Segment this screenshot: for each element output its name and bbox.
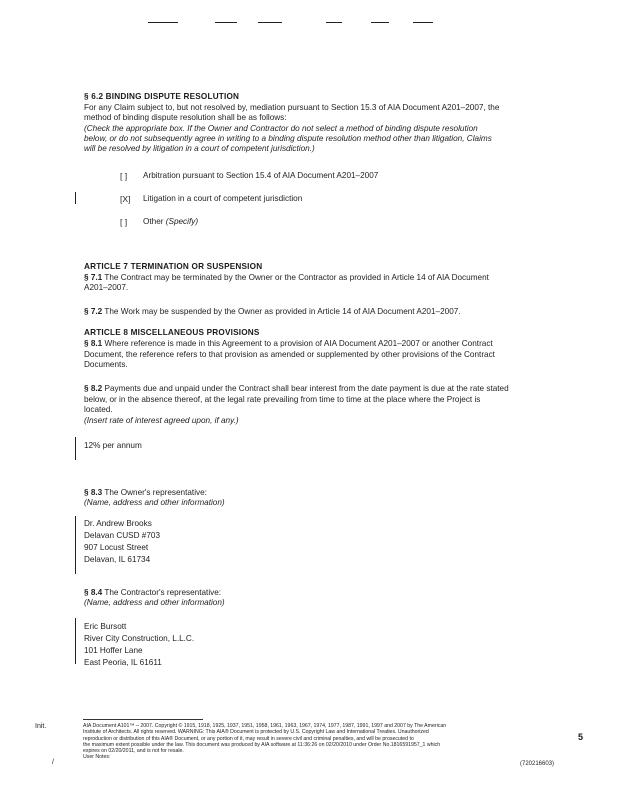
section-number: § 8.4 xyxy=(84,588,103,597)
checkbox-litigation[interactable]: [X] xyxy=(120,194,131,204)
paragraph-text: Payments due and unpaid under the Contract shall bear interest from the date payment is due at the rate stated xyxy=(104,384,509,393)
paragraph-line: below, or in the absence thereof, at the legal rate prevailing from time to time at the place where the Project is xyxy=(84,395,481,404)
checkbox-other[interactable]: [ ] xyxy=(120,217,128,227)
instruction-line: (Insert rate of interest agreed upon, if any.) xyxy=(84,416,239,425)
footer-rule xyxy=(83,719,203,720)
paragraph-8-2 xyxy=(84,384,509,394)
copyright-line: expires on 02/20/2011, and is not for resale. xyxy=(83,748,184,755)
contractor-rep-city: East Peoria, IL 61611 xyxy=(84,658,162,667)
top-rule xyxy=(148,22,178,23)
copyright-line: reproduction or distribution of this AIA® Document, or any portion of it, may result in severe civil and criminal penalties, and will be prosecuted to xyxy=(83,735,414,742)
init-label: Init. xyxy=(35,723,47,730)
contractor-rep-name: Eric Bursott xyxy=(84,622,127,631)
checkbox-arbitration[interactable]: [ ] xyxy=(120,171,128,181)
copyright-line: AIA Document A101™ – 2007. Copyright © 1915, 1918, 1925, 1937, 1951, 1958, 1961, 1963, 1967, 1974, 1977, 1987, 1991, 1997 and 2007 by The American xyxy=(83,723,447,729)
owner-rep-street: 907 Locust Street xyxy=(84,543,149,552)
copyright-line: Institute of Architects. All rights reserved. WARNING: This AIA® Document is protected by U.S. Copyright Law and International Treaties. Unauthorized xyxy=(83,729,429,736)
paragraph-text: The Owner's representative: xyxy=(104,488,207,497)
top-rule xyxy=(371,22,389,23)
paragraph-line: For any Claim subject to, but not resolved by, mediation pursuant to Section 15.3 of AIA Document A201–2007, the xyxy=(84,103,500,112)
copyright-notice xyxy=(83,723,553,761)
owner-rep-city: Delavan, IL 61734 xyxy=(84,555,151,564)
option-other-label xyxy=(143,217,198,227)
paragraph-line: Documents. xyxy=(84,360,128,369)
top-rule xyxy=(258,22,282,23)
paragraph-line: Document, the reference refers to that provision as amended or supplemented by other provisions of the Contract xyxy=(84,350,495,359)
contractor-rep-street: 101 Hoffer Lane xyxy=(84,646,143,655)
instruction-line: below, or do not subsequently agree in writing to a binding dispute resolution method other than litigation, Claims xyxy=(84,134,492,143)
paragraph-line: located. xyxy=(84,405,113,414)
top-rule xyxy=(326,22,342,23)
paragraph-text: The Contract may be terminated by the Owner or the Contractor as provided in Article 14 of AIA Document xyxy=(104,273,489,282)
owner-rep-org: Delavan CUSD #703 xyxy=(84,531,161,540)
page-number: 5 xyxy=(578,732,584,742)
instruction-line: (Check the appropriate box. If the Owner and Contractor do not select a method of binding dispute resolution xyxy=(84,124,478,133)
document-code: (720216603) xyxy=(520,761,555,767)
paragraph-text: The Contractor's representative: xyxy=(104,588,222,597)
revision-bar xyxy=(75,437,76,460)
revision-bar xyxy=(75,516,76,574)
paragraph-7-2 xyxy=(84,307,461,317)
option-litigation-label: Litigation in a court of competent jurisdiction xyxy=(143,194,303,203)
section-number: § 8.1 xyxy=(84,339,103,348)
paragraph-8-4 xyxy=(84,588,221,598)
specify-hint: (Specify) xyxy=(165,217,199,226)
instruction-line: (Name, address and other information) xyxy=(84,498,225,507)
interest-rate-value: 12% per annum xyxy=(84,441,142,450)
copyright-line: the maximum extent possible under the law. This document was produced by AIA software at 11:36:26 on 02/20/2010 under Order No.1816591957_1 which xyxy=(83,741,441,748)
section-number: § 7.2 xyxy=(84,307,103,316)
instruction-line: (Name, address and other information) xyxy=(84,598,225,607)
section-heading: § 6.2 BINDING DISPUTE RESOLUTION xyxy=(84,92,240,101)
revision-bar xyxy=(75,618,76,664)
paragraph-8-1 xyxy=(84,339,493,349)
instruction-line: will be resolved by litigation in a court of competent jurisdiction.) xyxy=(84,144,315,153)
option-arbitration-label: Arbitration pursuant to Section 15.4 of AIA Document A201–2007 xyxy=(143,171,379,180)
top-rule xyxy=(413,22,433,23)
section-number: § 8.2 xyxy=(84,384,103,393)
paragraph-8-3 xyxy=(84,488,207,498)
contractor-rep-org: River City Construction, L.L.C. xyxy=(84,634,195,643)
paragraph-text: Where reference is made in this Agreement to a provision of AIA Document A201–2007 or another Contract xyxy=(104,339,493,348)
owner-rep-name: Dr. Andrew Brooks xyxy=(84,519,152,528)
paragraph-line: A201–2007. xyxy=(84,283,129,292)
init-slash: / xyxy=(52,759,54,766)
other-label: Other xyxy=(143,217,164,226)
paragraph-text: The Work may be suspended by the Owner as provided in Article 14 of AIA Document A201–2007. xyxy=(104,307,461,316)
paragraph-line: method of binding dispute resolution shall be as follows: xyxy=(84,113,287,122)
revision-bar xyxy=(75,192,76,204)
top-rule xyxy=(215,22,237,23)
section-number: § 8.3 xyxy=(84,488,103,497)
user-notes-label: User Notes: xyxy=(83,754,111,761)
paragraph-7-1 xyxy=(84,273,489,283)
section-number: § 7.1 xyxy=(84,273,103,282)
article-8-heading: ARTICLE 8 MISCELLANEOUS PROVISIONS xyxy=(84,328,260,337)
article-7-heading: ARTICLE 7 TERMINATION OR SUSPENSION xyxy=(84,262,263,271)
